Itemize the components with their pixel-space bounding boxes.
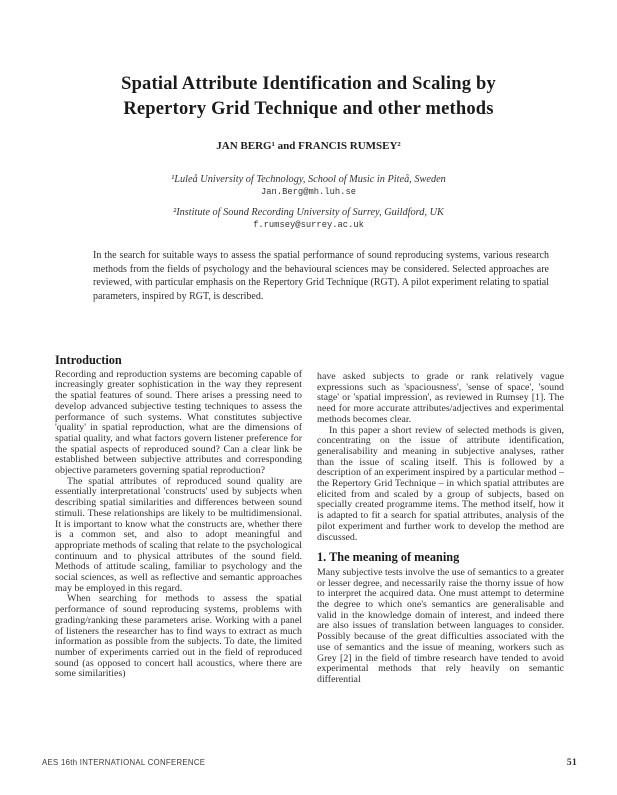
author-email-2: f.rumsey@surrey.ac.uk <box>253 220 364 230</box>
section-heading-meaning: 1. The meaning of meaning <box>317 550 460 565</box>
paragraph: The spatial attributes of reproduced sound quality are essentially interpretational 'constructs' used by subjects when describing spatial similarities and differences between sound stimuli. These relationships are likely to be multidimensional. It is important to know what the constructs are, whether there is a common set, and also to adopt meaningful and appropriate methods of scaling that relate to the psychological continuum and to physical attributes of the sound field. Methods of attitude scaling, familiar to psychology and the social sciences, as well as reflective and semantic approaches may be employed in this regard. <box>55 475 302 594</box>
page-number: 51 <box>566 758 577 768</box>
paragraph: When searching for methods to assess the spatial performance of sound reproducing systems, problems with grading/ranking these parameters arise. Working with a panel of listeners the researcher has to find ways to extract as much information as possible from the subjects. To date, the limited number of experiments carried out in the field of reproduced sound (as opposed to concert hall acoustics, where there are some similarities) <box>55 593 302 680</box>
affiliation-1: ¹Luleå University of Technology, School of Music in Piteå, Sweden <box>171 174 446 185</box>
authors-line: JAN BERG¹ and FRANCIS RUMSEY² <box>216 140 401 152</box>
body-columns <box>55 355 564 686</box>
column-top-spacer <box>317 355 564 372</box>
paragraph: Many subjective tests involve the use of semantics to a greater or lesser degree, and necessarily raise the thorny issue of how to interpret the acquired data. One must attempt to determine the degree to which one's semantics are generalisable and valid in the knowledge domain of interest, and indeed there are also issues of translation between languages to consider. Possibly because of the great difficulties associated with the use of semantics and the issue of meaning, workers such as Grey [2] in the field of timbre research have tended to avoid experimental methods that rely heavily on semantic differential <box>317 566 564 685</box>
page-footer <box>42 758 577 768</box>
paragraph: have asked subjects to grade or rank relatively vague expressions such as 'spaciousness', 'sense of space', 'sound stage' or 'spatial impression', as reviewed in Rumsey [1]. The need for more accurate attributes/adjectives and experimental methods becomes clear. <box>317 371 564 425</box>
section-heading-introduction: Introduction <box>55 353 122 367</box>
paper-title <box>79 72 539 122</box>
paragraph: In this paper a short review of selected methods is given, concentrating on the issue of attribute identification, generalisability and meaning in subjective analyses, rather than the issue of scaling itself. This is followed by a description of an experiment inspired by a particular method – the Repertory Grid Technique – in which spatial attributes are elicited from and scaled by a group of subjects, based on specially created programme items. The method itself, how it is adapted to fit a search for spatial attributes, analysis of the pilot experiment and further work to develop the method are discussed. <box>317 424 564 543</box>
paper-title-line1: Spatial Attribute Identification and Scaling by <box>121 74 496 94</box>
paper-title-line2: Repertory Grid Technique and other methods <box>123 99 494 119</box>
right-column <box>317 355 564 686</box>
affiliation-2: ²Institute of Sound Recording University of Surrey, Guildford, UK <box>173 207 444 218</box>
paragraph: Recording and reproduction systems are becoming capable of increasingly greater sophistication in the way they represent the spatial features of sound. There arises a pressing need to develop advanced subjective testing techniques to assess the performance of such systems. What constitutes subjective 'quality' in spatial reproduction, what are the dimensions of spatial quality, and what factors govern listener preference for the spatial aspects of reproduced sound? Can a clear link be established between subjective attributes and corresponding objective parameters governing spatial reproduction? <box>55 368 302 477</box>
author-email-1: Jan.Berg@mh.luh.se <box>260 187 357 197</box>
left-column <box>55 355 302 686</box>
abstract-text: In the search for suitable ways to assess the spatial performance of sound reproducing systems, various research methods from the fields of psychology and the behavioural sciences may be considered. Selected approaches are reviewed, with particular emphasis on the Repertory Grid Technique (RGT). A pilot experiment relating to spatial parameters, inspired by RGT, is described. <box>93 250 549 302</box>
affiliation-block-1 <box>0 174 617 197</box>
footer-conference-label: AES 16th INTERNATIONAL CONFERENCE <box>42 758 206 767</box>
affiliation-block-2 <box>0 207 617 230</box>
